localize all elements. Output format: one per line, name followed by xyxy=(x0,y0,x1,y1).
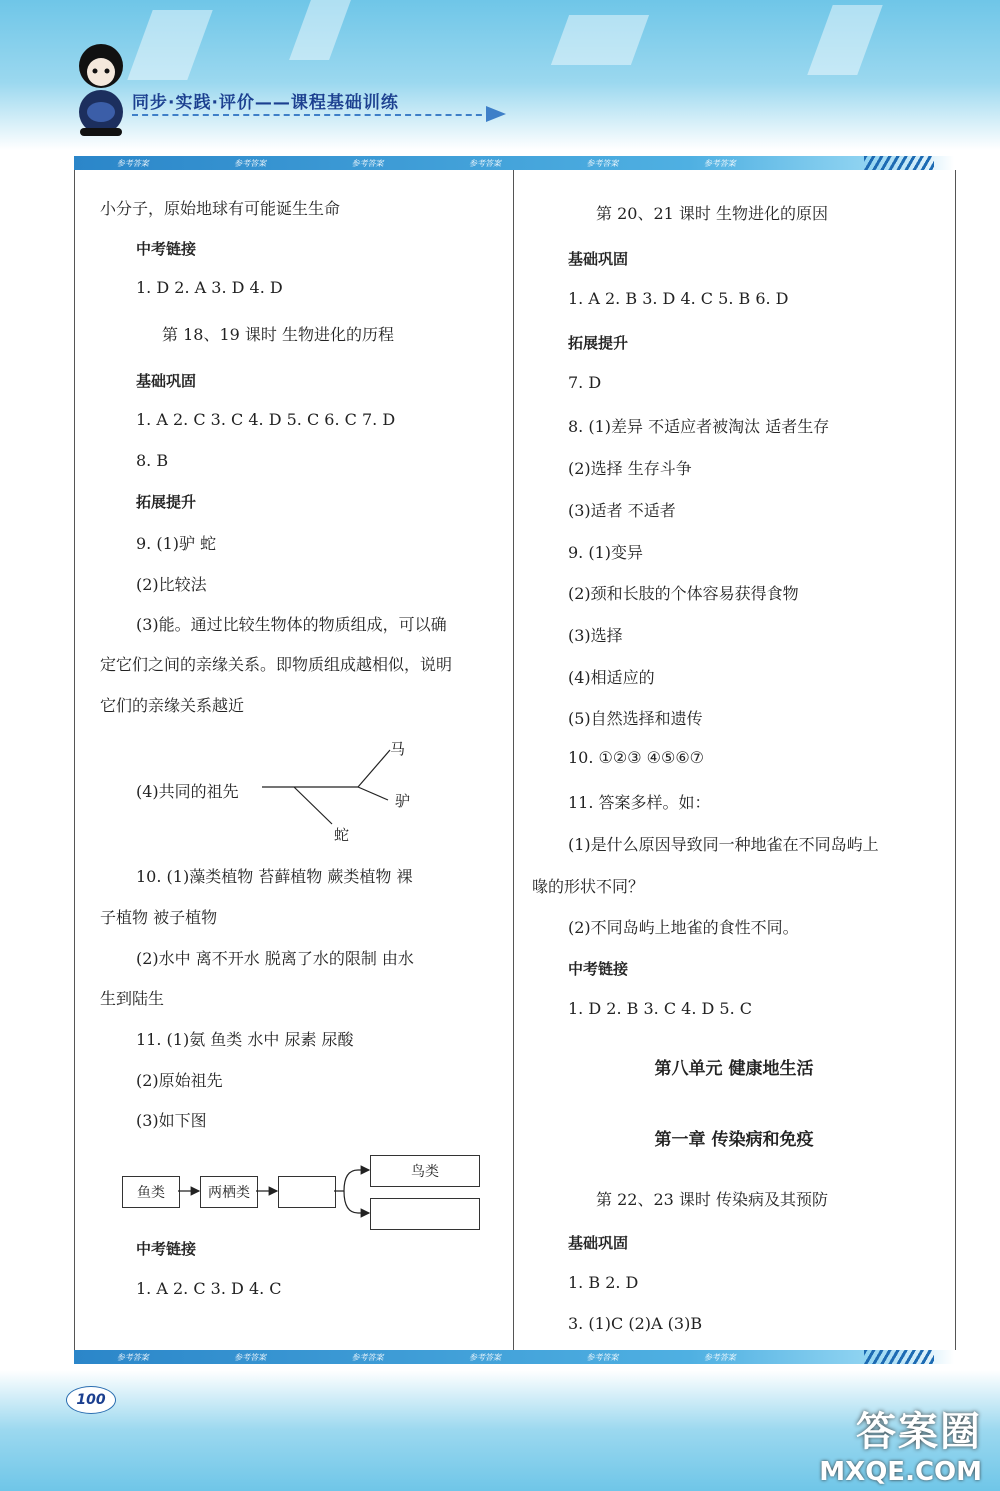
answer-line: (2)选择 生存斗争 xyxy=(568,459,692,478)
answer-line: (2)颈和长肢的个体容易获得食物 xyxy=(568,584,799,603)
section-heading: 中考链接 xyxy=(136,1240,197,1258)
answer-line: 8. B xyxy=(136,451,169,470)
answer-line: (3)能。通过比较生物体的物质组成，可以确 xyxy=(136,615,447,634)
ribbon-label: 参考答案 xyxy=(351,158,384,168)
bottom-ribbon xyxy=(74,1350,954,1364)
section-heading: 拓展提升 xyxy=(568,334,629,352)
section-heading: 拓展提升 xyxy=(136,493,197,511)
text-line: 小分子，原始地球有可能诞生生命 xyxy=(100,199,341,218)
ribbon-label: 参考答案 xyxy=(234,158,267,168)
mascot-icon xyxy=(70,38,132,138)
ribbon-label: 参考答案 xyxy=(116,1352,149,1362)
column-divider xyxy=(513,170,514,1350)
lesson-title: 第 18、19 课时 生物进化的历程 xyxy=(162,325,394,344)
answer-line: 10. (1)藻类植物 苔藓植物 蕨类植物 裸 xyxy=(136,867,413,886)
page-number: 100 xyxy=(66,1386,116,1414)
answer-line: (3)适者 不适者 xyxy=(568,501,676,520)
tree-label-horse: 马 xyxy=(390,740,406,758)
answer-line: 定它们之间的亲缘关系。即物质组成越相似，说明 xyxy=(100,655,453,674)
hatch-decoration xyxy=(864,1350,934,1364)
section-heading: 中考链接 xyxy=(136,240,197,258)
ribbon-label: 参考答案 xyxy=(586,158,619,168)
ribbon-label: 参考答案 xyxy=(351,1352,384,1362)
chapter-title: 第一章 传染病和免疫 xyxy=(654,1130,814,1150)
answer-line: 1. D 2. A 3. D 4. D xyxy=(136,278,283,297)
watermark xyxy=(819,1400,982,1487)
answer-line: 它们的亲缘关系越近 xyxy=(100,696,245,715)
ribbon-label: 参考答案 xyxy=(703,158,736,168)
top-ribbon xyxy=(74,156,954,170)
section-heading: 基础巩固 xyxy=(136,372,197,390)
answer-line: 10. ①②③ ④⑤⑥⑦ xyxy=(568,748,705,767)
hatch-decoration xyxy=(864,156,934,170)
flow-box-blank xyxy=(370,1198,480,1230)
section-heading: 基础巩固 xyxy=(568,250,629,268)
top-banner xyxy=(0,0,1000,150)
answer-line: 1. A 2. B 3. D 4. C 5. B 6. D xyxy=(568,289,789,308)
lesson-title: 第 22、23 课时 传染病及其预防 xyxy=(596,1190,828,1209)
flow-arrows xyxy=(178,1150,378,1234)
answer-line: (2)不同岛屿上地雀的食性不同。 xyxy=(568,918,799,937)
answer-line: 11. (1)氨 鱼类 水中 尿素 尿酸 xyxy=(136,1030,354,1049)
answer-line: 7. D xyxy=(568,373,602,392)
answer-line: (2)水中 离不开水 脱离了水的限制 由水 xyxy=(136,949,414,968)
ribbon-label: 参考答案 xyxy=(703,1352,736,1362)
answer-line: 9. (1)变异 xyxy=(568,543,644,562)
flow-box-fish: 鱼类 xyxy=(122,1176,180,1208)
answer-line: 1. A 2. C 3. D 4. C xyxy=(136,1279,282,1298)
section-heading: 基础巩固 xyxy=(568,1234,629,1252)
ribbon-label: 参考答案 xyxy=(468,158,501,168)
header-title: 同步·实践·评价——课程基础训练 xyxy=(132,93,399,113)
tree-label-donkey: 驴 xyxy=(395,792,411,810)
answer-line: (5)自然选择和遗传 xyxy=(568,709,703,728)
answer-line: (2)原始祖先 xyxy=(136,1071,223,1090)
answer-line: 子植物 被子植物 xyxy=(100,908,218,927)
answer-line: 生到陆生 xyxy=(100,989,165,1008)
answer-line: (2)比较法 xyxy=(136,575,207,594)
answer-line: 1. D 2. B 3. C 4. D 5. C xyxy=(568,999,752,1018)
answer-line: (1)是什么原因导致同一种地雀在不同岛屿上 xyxy=(568,835,879,854)
watermark-site: MXQE.COM xyxy=(819,1457,982,1487)
answer-line: 3. (1)C (2)A (3)B xyxy=(568,1314,703,1333)
answer-line: (3)选择 xyxy=(568,626,623,645)
answer-line: (3)如下图 xyxy=(136,1111,207,1130)
answer-line: 8. (1)差异 不适应者被淘汰 适者生存 xyxy=(568,417,830,436)
arrow-icon xyxy=(486,106,506,122)
ribbon-label: 参考答案 xyxy=(116,158,149,168)
answer-line: 1. B 2. D xyxy=(568,1273,639,1292)
answer-line: 9. (1)驴 蛇 xyxy=(136,534,217,553)
ribbon-label: 参考答案 xyxy=(468,1352,501,1362)
lesson-title: 第 20、21 课时 生物进化的原因 xyxy=(596,204,828,223)
ribbon-label: 参考答案 xyxy=(234,1352,267,1362)
flow-box-amphibian: 两栖类 xyxy=(200,1176,258,1208)
unit-title: 第八单元 健康地生活 xyxy=(654,1059,814,1079)
header-underline xyxy=(132,114,492,116)
watermark-logo-text: 答案圈 xyxy=(856,1409,982,1455)
answer-line: 1. A 2. C 3. C 4. D 5. C 6. C 7. D xyxy=(136,410,396,429)
answer-line: (4)相适应的 xyxy=(568,668,655,687)
tree-label-snake: 蛇 xyxy=(334,826,350,844)
flow-box-bird: 鸟类 xyxy=(370,1155,480,1187)
section-heading: 中考链接 xyxy=(568,960,629,978)
answer-line: 喙的形状不同？ xyxy=(532,877,645,896)
ribbon-label: 参考答案 xyxy=(586,1352,619,1362)
answer-line: (4)共同的祖先 xyxy=(136,782,239,801)
answer-line: 11. 答案多样。如： xyxy=(568,793,711,812)
